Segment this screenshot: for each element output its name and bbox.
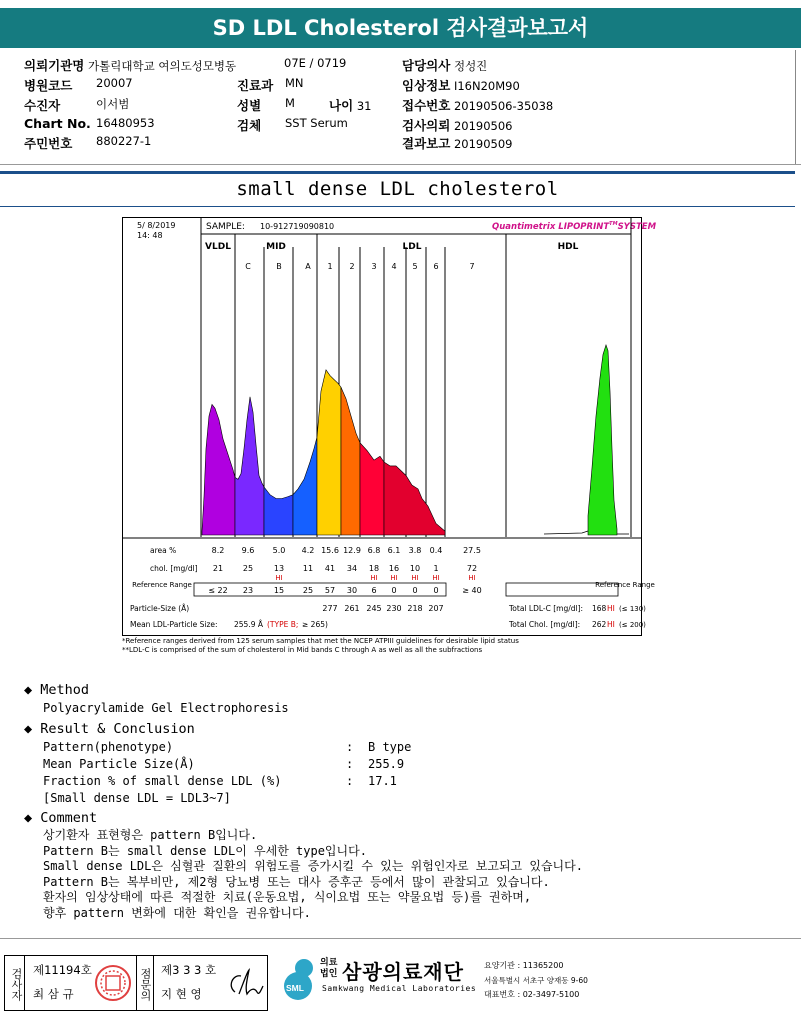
group-label: LDL	[402, 242, 422, 252]
band-label: C	[245, 262, 251, 271]
ref-value: 0	[433, 586, 439, 595]
curve-fraction	[317, 370, 341, 535]
inspector-license: 제11194호	[33, 963, 92, 977]
result-value: 255.9	[368, 757, 405, 771]
footer-divider	[0, 938, 801, 939]
section-title: small dense LDL cholesterol	[236, 178, 559, 200]
request-date-value: 20190506	[453, 119, 513, 133]
hi-flag: HI	[432, 574, 440, 582]
sample-label: SAMPLE:	[206, 222, 245, 232]
receipt-value: 20190506-35038	[453, 99, 554, 113]
comment-line: 향후 pattern 변화에 대한 확인을 권유합니다.	[43, 905, 311, 920]
inspector-label: 검사자	[5, 956, 25, 1010]
chol-value: 21	[212, 564, 224, 573]
lab-address: 서울특별시 서초구 양재동 9-60	[484, 976, 588, 985]
institution-code: 요양기관 : 11365200	[484, 961, 564, 970]
lab-phone: 대표번호 : 02-3497-5100	[484, 990, 580, 999]
corp-type-1: 의료	[320, 958, 338, 968]
receipt-label: 접수번호	[402, 98, 451, 113]
inspector-name: 최 삼 규	[33, 987, 74, 1001]
mean-size-ref: ≥ 265)	[302, 620, 328, 629]
area-value: 3.8	[408, 546, 422, 555]
specialist-license: 제3 3 3 호	[161, 963, 217, 977]
ref-value: 15	[273, 586, 285, 595]
result-colon: :	[346, 774, 354, 788]
mean-size-label: Mean LDL-Particle Size:	[130, 620, 218, 629]
chart-no-label: Chart No.	[24, 116, 91, 131]
diamond-icon: ◆	[24, 810, 33, 826]
area-value: 27.5	[463, 546, 481, 555]
band-label: 6	[433, 262, 439, 271]
result-label: Pattern(phenotype)	[43, 740, 174, 754]
curve-fraction	[360, 443, 384, 535]
curve-fraction	[293, 437, 317, 535]
row-label: area %	[150, 546, 177, 555]
ref-value: 0	[391, 586, 397, 595]
chart-date: 5/ 8/2019	[137, 221, 176, 230]
footnote: *Reference ranges derived from 125 serum samples that met the NCEP ATPIII guidelines for desirable lipid status	[122, 637, 519, 645]
comment-line: 상기환자 표현형은 pattern B입니다.	[43, 828, 258, 842]
resident-no-value: 880227-1	[96, 134, 152, 148]
lab-name: 삼광의료재단	[342, 960, 464, 984]
specialist-name: 지 현 영	[161, 987, 202, 1001]
corp-type-2: 법인	[320, 969, 338, 979]
band-label: 5	[412, 262, 418, 271]
band-label: B	[276, 262, 282, 271]
curve-fraction	[235, 397, 264, 535]
ref-label-right: Reference Range	[595, 581, 655, 589]
hospital-code-label: 병원코드	[24, 78, 73, 93]
corp-type	[320, 958, 337, 980]
result-section	[24, 721, 543, 810]
signature-box	[4, 955, 268, 1011]
sex-value: M	[285, 96, 295, 110]
chol-value: 10	[409, 564, 421, 573]
chol-value: 25	[242, 564, 254, 573]
group-label: HDL	[557, 242, 579, 252]
ref-box	[194, 583, 446, 596]
ref-value: 23	[242, 586, 254, 595]
patient-header	[0, 52, 801, 164]
brand-logo: Quantimetrix LIPOPRINT™SYSTEM	[492, 221, 657, 232]
mean-size-type: (TYPE B;	[267, 620, 299, 629]
method-section	[24, 682, 289, 715]
hi-flag: HI	[411, 574, 419, 582]
particle-size-value: 261	[344, 604, 360, 613]
comment-line: Pattern B는 복부비만, 제2형 당뇨병 또는 대사 증후군 등에서 많이 관찰되고 있습니다.	[43, 874, 550, 889]
hospital-row	[24, 56, 236, 74]
chol-value: 16	[388, 564, 400, 573]
curve-fraction	[202, 404, 235, 535]
lipoprint-chart	[122, 217, 657, 657]
clinical-label: 임상정보	[402, 78, 451, 93]
particle-size-value: 230	[386, 604, 402, 613]
total-chol-label: Total Chol. [mg/dl]:	[509, 620, 581, 629]
hospital-value: 가톨릭대학교 여의도성모병동	[88, 59, 237, 73]
result-value: 17.1	[368, 774, 397, 788]
seal-stamp	[93, 962, 133, 1004]
ward-value: 07E / 0719	[284, 56, 347, 70]
sml-logo-icon	[278, 954, 322, 1002]
result-note: [Small dense LDL = LDL3~7]	[43, 791, 231, 805]
diamond-icon: ◆	[24, 721, 33, 737]
band-label: 1	[327, 262, 333, 271]
comment-line: Small dense LDL은 심혈관 질환의 위험도를 증가시킬 수 있는 위험인자로 보고되고 있습니다.	[43, 859, 583, 873]
report-title: SD LDL Cholesterol 검사결과보고서	[0, 8, 801, 48]
curve-fraction	[341, 387, 360, 535]
result-title: Result & Conclusion	[40, 721, 195, 737]
ref-value: 30	[346, 586, 358, 595]
hi-flag: HI	[275, 574, 283, 582]
hi-flag: HI	[370, 574, 378, 582]
dept-value: MN	[285, 76, 304, 90]
group-label: VLDL	[205, 242, 231, 252]
divider-blue	[0, 171, 795, 174]
total-ldl-label: Total LDL-C [mg/dl]:	[509, 604, 584, 613]
request-date-label: 검사의뢰	[402, 118, 451, 133]
diamond-icon: ◆	[24, 682, 33, 698]
area-value: 9.6	[241, 546, 255, 555]
header-right-border	[795, 50, 796, 164]
logo-text: SML	[286, 983, 304, 993]
band-label: 2	[349, 262, 355, 271]
chart-body	[122, 217, 655, 654]
total-chol-value: 262	[592, 620, 607, 629]
ref-label: Reference Range	[132, 581, 192, 589]
particle-size-value: 245	[366, 604, 382, 613]
area-value: 5.0	[272, 546, 286, 555]
report-date-value: 20190509	[453, 137, 513, 151]
area-value: 8.2	[211, 546, 225, 555]
ref-value: 25	[302, 586, 314, 595]
doctor-value: 정성진	[453, 59, 488, 73]
comment-title: Comment	[40, 810, 98, 826]
total-chol-flag: HI	[607, 620, 615, 629]
group-label: MID	[266, 242, 286, 252]
divider	[0, 164, 801, 165]
chol-value: 18	[368, 564, 380, 573]
result-value: B type	[368, 740, 412, 754]
chol-value: 41	[324, 564, 336, 573]
resident-no-label: 주민번호	[24, 136, 73, 151]
sex-label: 성별	[237, 98, 262, 113]
band-label: 3	[371, 262, 377, 271]
age-label: 나이	[329, 98, 354, 113]
area-value: 6.1	[387, 546, 401, 555]
area-value: 0.4	[429, 546, 443, 555]
mean-size-value: 255.9 Å	[234, 620, 263, 629]
curve-fraction	[264, 487, 293, 535]
comment-line: Pattern B는 small dense LDL이 우세한 type입니다.	[43, 843, 367, 858]
report-date-label: 결과보고	[402, 136, 451, 151]
sample-id: 10-912719090810	[260, 222, 335, 231]
divider-thin	[0, 206, 795, 207]
total-ldl-ref: (≤ 130)	[619, 605, 646, 613]
age-value: 31	[356, 99, 372, 113]
hospital-code-value: 20007	[96, 76, 133, 90]
comment-line: 환자의 임상상태에 따른 적절한 치료(운동요법, 식이요법 또는 약물요법 등)를 권하며,	[43, 890, 532, 904]
hospital-label: 의뢰기관명	[24, 58, 85, 73]
total-chol-ref: (≤ 200)	[619, 621, 646, 629]
total-ldl-flag: HI	[607, 604, 615, 613]
band-label: 7	[469, 262, 475, 271]
area-value: 15.6	[321, 546, 339, 555]
row-label: chol. [mg/dl]	[150, 564, 198, 573]
method-title: Method	[40, 682, 90, 698]
ref-value: 6	[371, 586, 377, 595]
particle-size-label: Particle-Size (Å)	[130, 604, 190, 613]
lab-logo-block	[278, 952, 798, 1012]
band-label: A	[305, 262, 311, 271]
chol-value: 11	[302, 564, 314, 573]
band-label: 4	[391, 262, 397, 271]
area-value: 12.9	[343, 546, 361, 555]
curve-hdl-baseline	[544, 531, 588, 534]
ref-value: 0	[412, 586, 418, 595]
area-value: 4.2	[301, 546, 315, 555]
specialist-label: 점문의	[136, 956, 154, 1010]
patient-label: 수진자	[24, 98, 61, 113]
clinical-value: I16N20M90	[453, 79, 520, 93]
doctor-label: 담당의사	[402, 58, 451, 73]
chart-time: 14: 48	[137, 231, 163, 240]
footnote: **LDL-C is comprised of the sum of cholesterol in Mid bands C through A as well as all the subfractions	[122, 646, 483, 654]
lab-name-en: Samkwang Medical Laboratories	[322, 984, 477, 993]
chol-value: 13	[273, 564, 285, 573]
hi-flag: HI	[390, 574, 398, 582]
chol-value: 72	[466, 564, 478, 573]
dept-label: 진료과	[237, 78, 274, 93]
chol-value: 1	[433, 564, 439, 573]
result-label: Mean Particle Size(Å)	[43, 757, 195, 771]
particle-size-value: 277	[322, 604, 338, 613]
chart-no-value: 16480953	[96, 116, 155, 130]
specimen-value: SST Serum	[285, 116, 348, 130]
patient-value: 이서범	[96, 97, 130, 111]
signature-mark	[223, 964, 265, 1002]
ref-value: 57	[324, 586, 336, 595]
curve-fraction	[384, 462, 445, 535]
result-colon: :	[346, 740, 354, 754]
result-colon: :	[346, 757, 354, 771]
ref-value: ≥ 40	[462, 586, 482, 595]
particle-size-value: 218	[407, 604, 423, 613]
area-value: 6.8	[367, 546, 381, 555]
total-ldl-value: 168	[592, 604, 607, 613]
curve-hdl	[588, 345, 617, 535]
method-text: Polyacrylamide Gel Electrophoresis	[43, 701, 289, 715]
particle-size-value: 207	[428, 604, 444, 613]
comment-section	[24, 810, 583, 921]
specimen-label: 검체	[237, 118, 262, 133]
result-label: Fraction % of small dense LDL (%)	[43, 774, 282, 788]
chart-frame	[123, 218, 642, 636]
ref-value: ≤ 22	[208, 586, 228, 595]
hi-flag: HI	[468, 574, 476, 582]
chol-value: 34	[346, 564, 358, 573]
